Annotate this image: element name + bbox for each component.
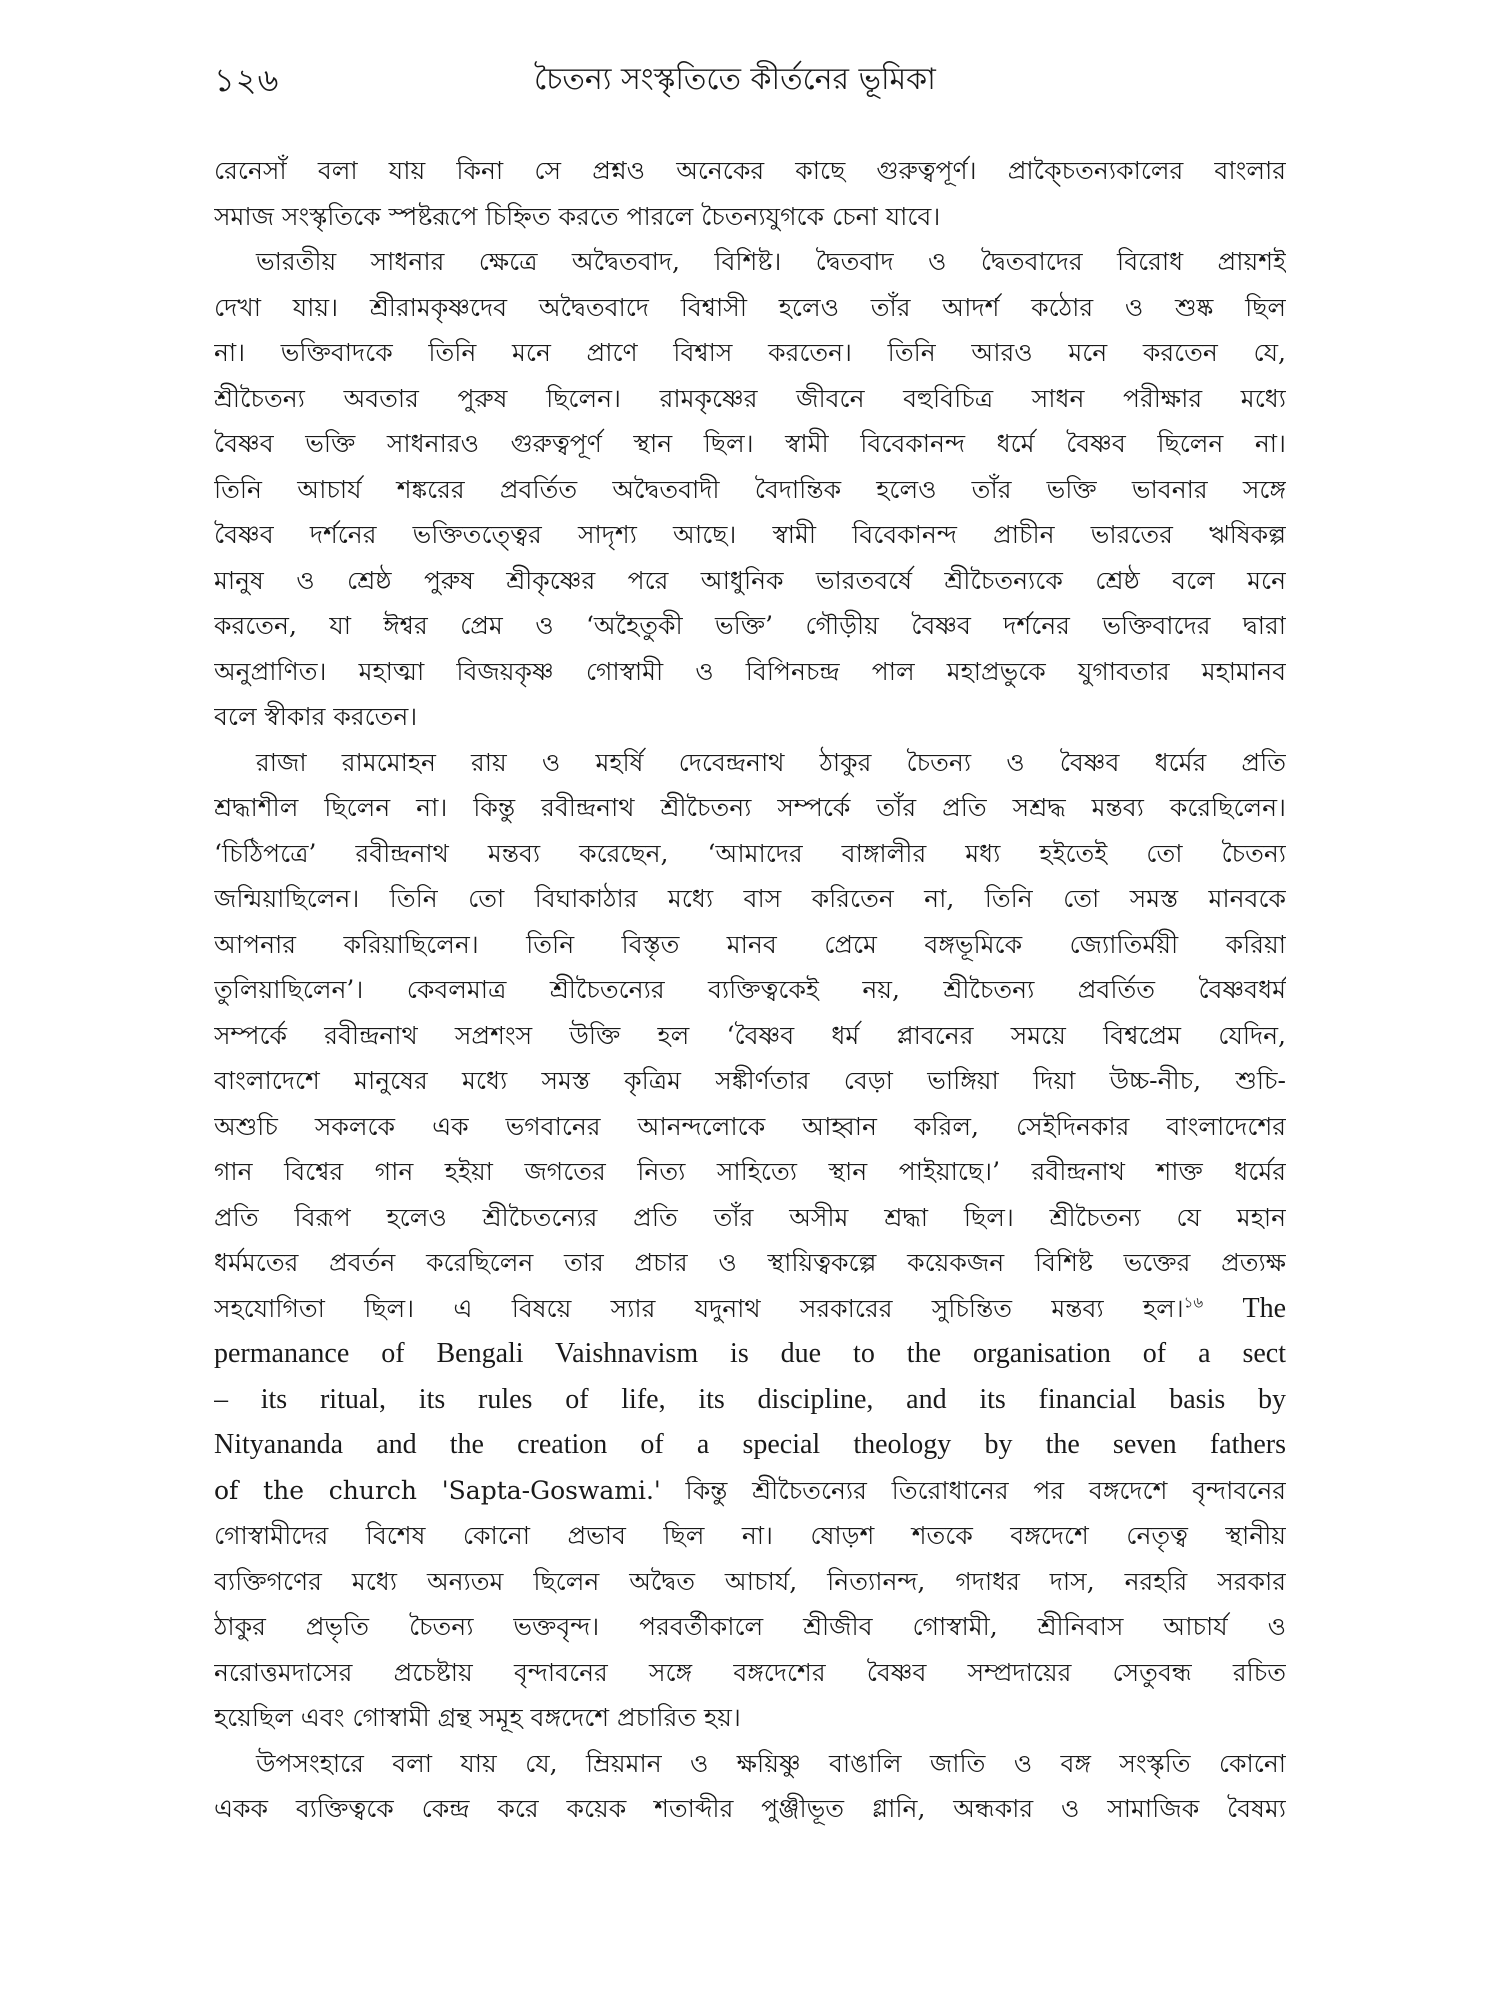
text-line: রেনেসাঁ বলা যায় কিনা সে প্রশ্নও অনেকের কাছে গুরুত্বপূর্ণ। প্রাক্চৈতন্যকালের বাংলার [214, 156, 1286, 185]
text-line: দেখা যায়। শ্রীরামকৃষ্ণদেব অদ্বৈতবাদে বিশ্বাসী হলেও তাঁর আদর্শ কঠোর ও শুষ্ক ছিল [214, 292, 1286, 322]
page-number: ১২৬ [214, 61, 280, 99]
running-header [214, 52, 1286, 108]
text-line: তিনি আচার্য শঙ্করের প্রবর্তিত অদ্বৈতবাদী বৈদান্তিক হলেও তাঁর ভক্তি ভাবনার সঙ্গে [214, 474, 1286, 504]
text-line: হয়েছিল এবং গোস্বামী গ্রন্থ সমূহ বঙ্গদেশে প্রচারিত হয়। [214, 1703, 741, 1732]
text-line: জন্মিয়াছিলেন। তিনি তো বিঘাকাঠার মধ্যে বাস করিতেন না, তিনি তো সমস্ত মানবকে [214, 884, 1286, 913]
text-line: গোস্বামীদের বিশেষ কোনো প্রভাব ছিল না। ষোড়শ শতকে বঙ্গদেশে নেতৃত্ব স্থানীয় [214, 1521, 1286, 1550]
text-line: উপসংহারে বলা যায় যে, ম্রিয়মান ও ক্ষয়িষ্ণু বাঙালি জাতি ও বঙ্গ সংস্কৃতি কোনো [256, 1748, 1286, 1778]
text-line: ঠাকুর প্রভৃতি চৈতন্য ভক্তবৃন্দ। পরবর্তীকালে শ্রীজীব গোস্বামী, শ্রীনিবাস আচার্য ও [214, 1612, 1286, 1641]
text-line: নরোত্তমদাসের প্রচেষ্টায় বৃন্দাবনের সঙ্গে বঙ্গদেশের বৈষ্ণব সম্প্রদায়ের সেতুবন্ধ রচিত [214, 1657, 1286, 1687]
text-line: না। ভক্তিবাদকে তিনি মনে প্রাণে বিশ্বাস করতেন। তিনি আরও মনে করতেন যে, [214, 338, 1286, 367]
text-line: বৈষ্ণব দর্শনের ভক্তিতত্ত্বের সাদৃশ্য আছে। স্বামী বিবেকানন্দ প্রাচীন ভারতের ঋষিকল্প [214, 520, 1286, 549]
text-line: বাংলাদেশে মানুষের মধ্যে সমস্ত কৃত্রিম সঙ্কীর্ণতার বেড়া ভাঙ্গিয়া দিয়া উচ্চ-নীচ, শুচি- [214, 1066, 1286, 1095]
english-segment: The [1242, 1292, 1286, 1324]
text-line: ‘চিঠিপত্রে’ রবীন্দ্রনাথ মন্তব্য করেছেন, ‘আমাদের বাঙ্গালীর মধ্য হইতেই তো চৈতন্য [214, 838, 1286, 868]
text-line: সম্পর্কে রবীন্দ্রনাথ সপ্রশংস উক্তি হল ‘বৈষ্ণব ধর্ম প্লাবনের সময়ে বিশ্বপ্রেম যেদিন, [214, 1020, 1286, 1050]
text-line: রাজা রামমোহন রায় ও মহর্ষি দেবেন্দ্রনাথ ঠাকুর চৈতন্য ও বৈষ্ণব ধর্মের প্রতি [256, 747, 1286, 777]
text-line: সমাজ সংস্কৃতিকে স্পষ্টরূপে চিহ্নিত করতে পারলে চৈতন্যযুগকে চেনা যাবে। [214, 201, 941, 231]
text-line: তুলিয়াছিলেন’। কেবলমাত্র শ্রীচৈতন্যের ব্যক্তিত্বকেই নয়, শ্রীচৈতন্য প্রবর্তিত বৈষ্ণবধর্ম [214, 975, 1286, 1004]
text-line: করতেন, যা ঈশ্বর প্রেম ও ‘অহৈতুকী ভক্তি’ গৌড়ীয় বৈষ্ণব দর্শনের ভক্তিবাদের দ্বারা [214, 611, 1286, 640]
text-line: প্রতি বিরূপ হলেও শ্রীচৈতন্যের প্রতি তাঁর অসীম শ্রদ্ধা ছিল। শ্রীচৈতন্য যে মহান [214, 1202, 1286, 1232]
text-line: of the church 'Sapta-Goswami.' কিন্তু শ্রীচৈতন্যের তিরোধানের পর বঙ্গদেশে বৃন্দাবনের [214, 1475, 1286, 1505]
body-text [214, 148, 1286, 1832]
text-line: মানুষ ও শ্রেষ্ঠ পুরুষ শ্রীকৃষ্ণের পরে আধুনিক ভারতবর্ষে শ্রীচৈতন্যকে শ্রেষ্ঠ বলে মনে [214, 565, 1286, 595]
text-line-with-footnote [214, 1286, 1286, 1332]
text-line: আপনার করিয়াছিলেন। তিনি বিস্তৃত মানব প্রেমে বঙ্গভূমিকে জ্যোতির্ময়ী করিয়া [214, 929, 1286, 959]
text-line: অশুচি সকলকে এক ভগবানের আনন্দলোকে আহ্বান করিল, সেইদিনকার বাংলাদেশের [214, 1111, 1286, 1141]
footnote-marker: ১৬ [1183, 1293, 1204, 1312]
text-line: বলে স্বীকার করতেন। [214, 702, 418, 731]
running-title: চৈতন্য সংস্কৃতিতে কীর্তনের ভূমিকা [534, 62, 936, 97]
text-line: permanance of Bengali Vaishnavism is due to the organisation of a sect [214, 1338, 1286, 1369]
text-line: ধর্মমতের প্রবর্তন করেছিলেন তার প্রচার ও স্থায়িত্বকল্পে কয়েকজন বিশিষ্ট ভক্তের প্রত্যক্ষ [214, 1248, 1286, 1277]
text-line: শ্রীচৈতন্য অবতার পুরুষ ছিলেন। রামকৃষ্ণের জীবনে বহুবিচিত্র সাধন পরীক্ষার মধ্যে [214, 383, 1286, 413]
text-line: – its ritual, its rules of life, its discipline, and its financial basis by [214, 1383, 1286, 1415]
text-line: ব্যক্তিগণের মধ্যে অন্যতম ছিলেন অদ্বৈত আচার্য, নিত্যানন্দ, গদাধর দাস, নরহরি সরকার [214, 1566, 1286, 1596]
text-line-segment: সহযোগিতা ছিল। এ বিষয়ে স্যার যদুনাথ সরকারের সুচিন্তিত মন্তব্য হল। [214, 1293, 1184, 1323]
text-line: শ্রদ্ধাশীল ছিলেন না। কিন্তু রবীন্দ্রনাথ শ্রীচৈতন্য সম্পর্কে তাঁর প্রতি সশ্রদ্ধ মন্তব্য করেছিলেন। [214, 793, 1286, 822]
text-line: অনুপ্রাণিত। মহাত্মা বিজয়কৃষ্ণ গোস্বামী ও বিপিনচন্দ্র পাল মহাপ্রভুকে যুগাবতার মহামানব [214, 656, 1286, 686]
text-line: Nityananda and the creation of a special theology by the seven fathers [214, 1429, 1286, 1460]
text-line: ভারতীয় সাধনার ক্ষেত্রে অদ্বৈতবাদ, বিশিষ্ট। দ্বৈতবাদ ও দ্বৈতবাদের বিরোধ প্রায়শই [256, 247, 1286, 276]
text-line: বৈষ্ণব ভক্তি সাধনারও গুরুত্বপূর্ণ স্থান ছিল। স্বামী বিবেকানন্দ ধর্মে বৈষ্ণব ছিলেন না। [214, 429, 1286, 458]
text-line: গান বিশ্বের গান হইয়া জগতের নিত্য সাহিত্যে স্থান পাইয়াছে।’ রবীন্দ্রনাথ শাক্ত ধর্মের [214, 1157, 1286, 1186]
text-line: একক ব্যক্তিত্বকে কেন্দ্র করে কয়েক শতাব্দীর পুঞ্জীভূত গ্লানি, অন্ধকার ও সামাজিক বৈষম্য [214, 1794, 1286, 1823]
